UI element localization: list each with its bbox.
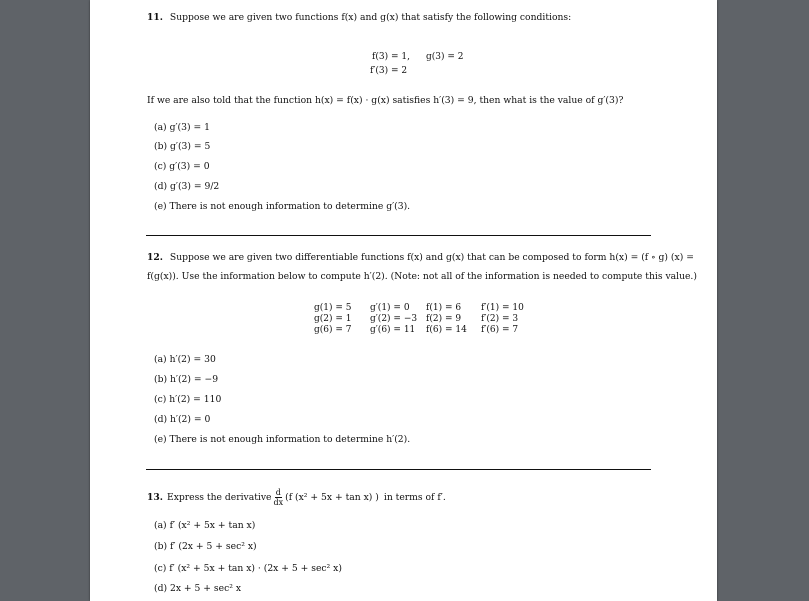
q12-option-e: (e) There is not enough information to determine h′(2). xyxy=(154,434,411,445)
q13-option-d: (d) 2x + 5 + sec² x xyxy=(154,583,242,594)
q12-number: 12. xyxy=(147,252,163,263)
divider-rule-2 xyxy=(146,469,651,470)
q12-cell: g(1) = 5 xyxy=(314,303,352,313)
q13-frac-den: dx xyxy=(273,498,284,507)
q11-question: If we are also told that the function h(x) = f(x) · g(x) satisfies h′(3) = 9, then what is the value of g′(3)? xyxy=(147,95,624,106)
q12-option-a: (a) h′(2) = 30 xyxy=(154,354,216,365)
q11-cond-row1-right: g(3) = 2 xyxy=(426,52,464,62)
q12-prompt-line2: f(g(x)). Use the information below to compute h′(2). (Note: not all of the information is needed to compute this value.) xyxy=(147,271,697,282)
q12-table-row xyxy=(314,325,524,336)
q12-cell: g′(2) = −3 xyxy=(370,314,418,324)
q12-header xyxy=(147,252,694,264)
q13-number: 13. xyxy=(147,491,163,503)
q13-option-a: (a) f′ (x² + 5x + tan x) xyxy=(154,520,256,531)
q11-option-a: (a) g′(3) = 1 xyxy=(154,122,210,133)
q12-option-b: (b) h′(2) = −9 xyxy=(154,374,219,385)
q11-option-e: (e) There is not enough information to determine g′(3). xyxy=(154,201,411,212)
q13-prompt-pre: Express the derivative xyxy=(166,491,272,503)
q13-expr: (f (x² + 5x + tan x) ) xyxy=(285,491,379,503)
q12-cell: f′(6) = 7 xyxy=(481,325,519,335)
q12-table-row xyxy=(314,303,524,314)
q12-prompt-line1: Suppose we are given two differentiable functions f(x) and g(x) that can be composed to form h(x) = (f ∘ g) (x) = xyxy=(169,252,694,263)
q12-cell: g(6) = 7 xyxy=(314,325,352,335)
q11-cond-row2: f′(3) = 2 xyxy=(370,66,408,76)
q12-option-c: (c) h′(2) = 110 xyxy=(154,394,222,405)
q13-option-b: (b) f′ (2x + 5 + sec² x) xyxy=(154,541,257,552)
q12-cell: g′(1) = 0 xyxy=(370,303,410,313)
q11-option-c: (c) g′(3) = 0 xyxy=(154,161,210,172)
q11-option-d: (d) g′(3) = 9/2 xyxy=(154,181,220,192)
document-page xyxy=(90,0,717,601)
q12-cell: f′(1) = 10 xyxy=(481,303,524,313)
q12-table xyxy=(314,303,524,336)
q12-cell: f(2) = 9 xyxy=(426,314,462,324)
q13-frac-num: d xyxy=(275,488,281,497)
q12-option-d: (d) h′(2) = 0 xyxy=(154,414,211,425)
q12-table-row xyxy=(314,314,524,325)
q13-option-c: (c) f′ (x² + 5x + tan x) · (2x + 5 + sec² x) xyxy=(154,563,342,574)
divider-rule xyxy=(146,235,651,236)
q11-number: 11. xyxy=(147,12,163,23)
q13-header xyxy=(147,488,446,507)
q12-cell: f(6) = 14 xyxy=(426,325,467,335)
q11-option-b: (b) g′(3) = 5 xyxy=(154,141,211,152)
q11-prompt: Suppose we are given two functions f(x) and g(x) that satisfy the following conditions: xyxy=(169,12,572,23)
q13-fraction xyxy=(273,488,283,507)
q12-cell: f(1) = 6 xyxy=(426,303,462,313)
q12-cell: g(2) = 1 xyxy=(314,314,352,324)
q12-cell: g′(6) = 11 xyxy=(370,325,416,335)
q11-header xyxy=(147,12,571,24)
q12-cell: f′(2) = 3 xyxy=(481,314,519,324)
q11-cond-row1-left: f(3) = 1, xyxy=(372,52,410,62)
q13-prompt-post: in terms of f′. xyxy=(383,491,446,503)
